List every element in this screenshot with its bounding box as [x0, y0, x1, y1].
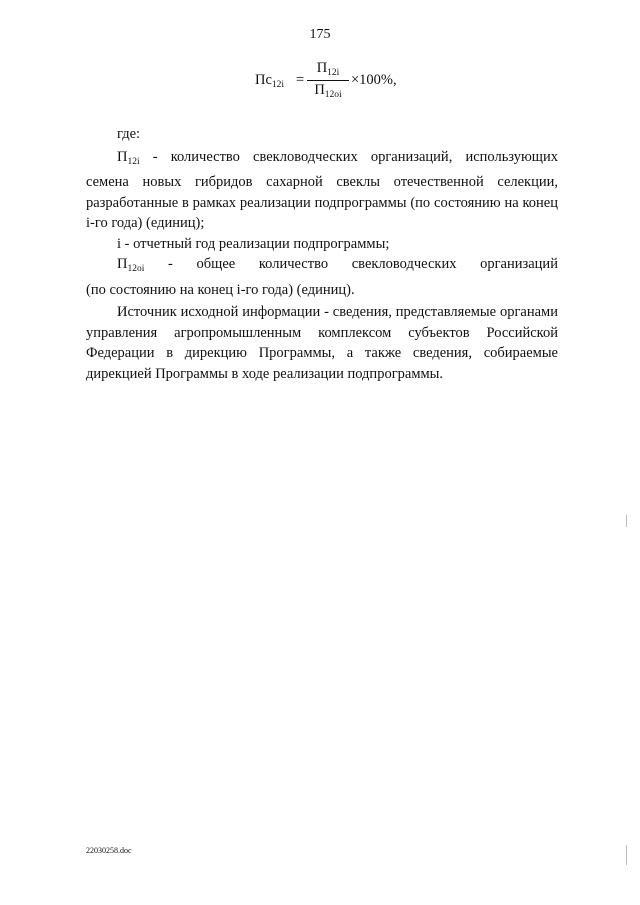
definition-2-first-line	[86, 254, 558, 280]
def2-word: количество	[258, 256, 329, 272]
numerator-symbol: П	[316, 60, 328, 76]
denominator-subscript: 12oi	[324, 90, 342, 100]
def1-word: количество	[170, 148, 240, 165]
formula-fraction	[307, 60, 349, 100]
fraction-bar	[307, 80, 349, 81]
definition-1-first-line	[86, 147, 558, 173]
formula-numerator	[307, 60, 349, 79]
def1-word: использующих	[465, 148, 558, 165]
definition-2-rest: (по состоянию на конец i-го года) (единиц).	[86, 281, 355, 298]
formula-lhs-subscript: 12i	[271, 80, 285, 90]
where-label: где:	[117, 126, 141, 142]
formula-denominator	[307, 82, 349, 100]
def1-word: организаций,	[370, 148, 453, 165]
scan-artifact	[626, 515, 627, 527]
def1-symbol-char: П	[117, 148, 128, 165]
def1-word: -	[152, 148, 158, 165]
def2-word: свекловодческих	[351, 256, 457, 272]
formula-equals: =	[296, 72, 305, 88]
where-block	[86, 124, 558, 384]
numerator-subscript: 12i	[327, 68, 340, 78]
formula-multiplier: ×100%,	[351, 72, 397, 88]
def2-symbol-sub: 12oi	[127, 264, 145, 274]
formula-lhs	[255, 72, 284, 90]
definition-1-symbol	[117, 147, 140, 173]
definition-2	[86, 254, 558, 300]
def2-symbol-char: П	[117, 256, 128, 272]
scan-artifact	[626, 845, 627, 865]
definition-i: i - отчетный год реализации подпрограммы;	[117, 235, 390, 252]
denominator-symbol: П	[314, 82, 325, 98]
def2-word: общее	[196, 256, 236, 272]
formula-lhs-symbol: Пс	[255, 72, 272, 88]
footer-filename: 22030258.doc	[86, 846, 132, 855]
def2-word: -	[168, 256, 173, 272]
page-number: 175	[309, 27, 331, 42]
definition-2-symbol	[117, 254, 144, 280]
def1-symbol-sub: 12i	[127, 156, 140, 167]
definition-1	[86, 147, 558, 234]
source-paragraph: Источник исходной информации - сведения, представляемые органами управления агропромышленным комплексом субъектов Российской Федерации в дирекцию Программы, а также сведения, собираемые дирекцией Программы в ходе реализации подпрограммы.	[86, 304, 558, 382]
def2-word: организаций	[480, 256, 558, 272]
formula	[255, 60, 425, 106]
def1-word: свекловодческих	[253, 148, 358, 165]
definition-1-rest: семена новых гибридов сахарной свеклы отечественной селекции, разработанные в рамках реализации подпрограммы (по состоянию на конец i-го года) (единиц);	[86, 174, 558, 231]
